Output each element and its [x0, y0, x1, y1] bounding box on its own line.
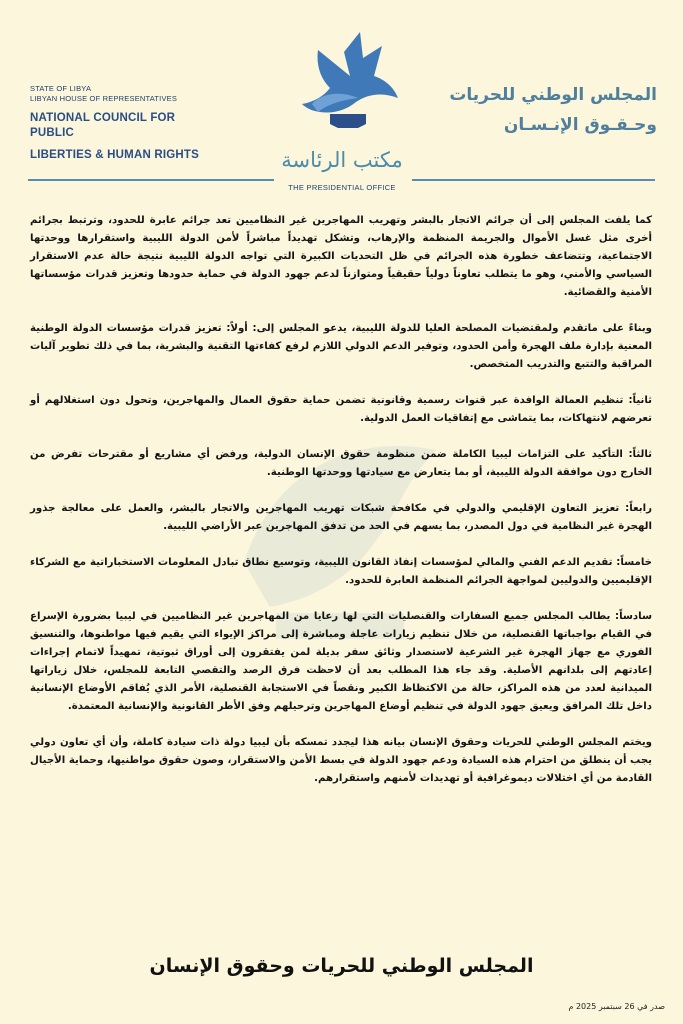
- state-of-libya: STATE OF LIBYA: [30, 84, 92, 93]
- dove-logo-icon: [290, 28, 400, 138]
- header-left-english: [30, 84, 220, 163]
- paragraph-1: كما يلفت المجلس إلى أن جرائم الاتجار بالبشر وتهريب المهاجرين غير النظاميين تعد جرائم عابرة للحدود، وترتبط بجرائم أخرى مثل غسل الأموال والجريمة المنظمة والإرهاب، وتشكل تهديداً مباشراً لأمن الدولة الليبية واستقرارها ووحدتها الاجتماعية، وتتضاعف خطورة هذه الجرائم في ظل التحديات الكبيرة التي تواجه الدولة الليبية نتيجة حالة عدم الاستقرار السياسي والأمني، وهو ما يتطلب تعاوناً دولياً حقيقياً ومتوازناً لدعم جهود الدولة في حماية حدودها وتعزيز قدرات مؤسساتها الأمنية والقضائية.: [30, 215, 652, 298]
- house-of-representatives: LIBYAN HOUSE OF REPRESENTATIVES: [30, 94, 178, 103]
- presidential-office-en: THE PRESIDENTIAL OFFICE: [288, 183, 396, 192]
- paragraph-7: سادساً: يطالب المجلس جميع السفارات والقنصليات التي لها رعايا من المهاجرين غير النظاميين في ليبيا بضرورة الإسراع في القيام بواجباتها القنصلية، من خلال تنظيم زيارات عاجلة ومباشرة إلى مراكز الإيواء التي يقيم فيها مواطنوها، والتنسيق الفوري مع جهاز الهجرة غير الشرعية لاستصدار وثائق سفر بديلة لمن يفتقرون إلى أوراق ثبوتية، تمهيداً لاتمام إجراءات إعادتهم إلى بلدانهم الأصلية. وقد جاء هذا المطلب بعد أن لاحظت فرق الرصد والتقصي التابعة للمجلس، خلال زياراتها الميدانية لعدد من هذه المراكز، حالة من الاكتظاظ الكبير ونقصاً في الاستجابة القنصلية، الأمر الذي يُفاقم الأوضاع الإنسانية داخل تلك المرافق ويعيق جهود الدولة في تنظيم أوضاع المهاجرين وترحيلهم وفق الأطر القانونية والإنسانية المعتمدة.: [30, 611, 652, 712]
- header-divider-left: [28, 179, 274, 181]
- paragraph-6: خامساً: تقديم الدعم الفني والمالي لمؤسسات إنفاذ القانون الليبية، وتوسيع نطاق تبادل المعلومات الاستخباراتية مع الشركاء الإقليميين والدوليين لمواجهة الجرائم المنظمة العابرة للحدود.: [30, 557, 652, 586]
- paragraph-3: ثانياً: تنظيم العمالة الوافدة عبر قنوات رسمية وقانونية تضمن حماية حقوق العمال والمهاجرين، وتحول دون استغلالهم أو تعرضهم لانتهاكات، بما يتماشى مع إتفاقيات العمل الدولية.: [30, 395, 652, 424]
- council-name-en-line-1: NATIONAL COUNCIL FOR PUBLIC: [30, 112, 176, 139]
- issue-date: صدر في 26 سبتمبر 2025 م: [568, 1002, 665, 1011]
- header-divider-right: [412, 179, 655, 181]
- paragraph-2: وبناءً على ماتقدم ولمقتضيات المصلحة العليا للدولة الليبية، يدعو المجلس إلى: أولاً: تعزيز قدرات مؤسسات الدولة الوطنية المعنية بإدارة ملف الهجرة وأمن الحدود، وتوفير الدعم الدولي اللازم لرفع كفاءتها التقنية والبشرية، بما في ذلك تطوير آليات المراقبة والتتبع والتدريب المتخصص.: [30, 323, 652, 370]
- paragraph-8: ويختم المجلس الوطني للحريات وحقوق الإنسان بيانه هذا ليجدد تمسكه بأن ليبيا دولة ذات سيادة كاملة، وأن أي تعاون دولي يجب أن ينطلق من احترام هذه السيادة ودعم جهود الدولة في بسط الأمن والاستقرار، وصون حقوق مواطنيها، وحماية الأجيال القادمة من أي اختلالات ديموغرافية أو تهديدات لأمنهم واستقرارهم.: [30, 737, 652, 784]
- paragraph-4: ثالثاً: التأكيد على التزامات ليبيا الكاملة ضمن منظومة حقوق الإنسان الدولية، ورفض أي مشاريع أو مقترحات تفرض من الخارج دون موافقة الدولة الليبية، أو بما يتعارض مع سيادتها ووحدتها الوطنية.: [30, 449, 652, 478]
- paragraph-5: رابعاً: تعزيز التعاون الإقليمي والدولي في مكافحة شبكات تهريب المهاجرين والاتجار بالبشر، والعمل على معالجة جذور الهجرة غير النظامية في دول المصدر، بما يسهم في الحد من تدفق المهاجرين عبر الأراضي الليبية.: [30, 503, 652, 532]
- council-name-ar-line-1: المجلس الوطني للحريات: [449, 85, 657, 105]
- council-name-ar-line-2: وحـقـوق الإنـسـان: [503, 115, 657, 135]
- header-right-arabic: [427, 80, 657, 140]
- council-name-en-line-2: LIBERTIES & HUMAN RIGHTS: [30, 149, 199, 161]
- statement-body: [30, 212, 652, 788]
- presidential-office-ar: مكتب الرئاسة: [281, 148, 403, 172]
- signature: المجلس الوطني للحريات وحقوق الإنسان: [149, 955, 534, 977]
